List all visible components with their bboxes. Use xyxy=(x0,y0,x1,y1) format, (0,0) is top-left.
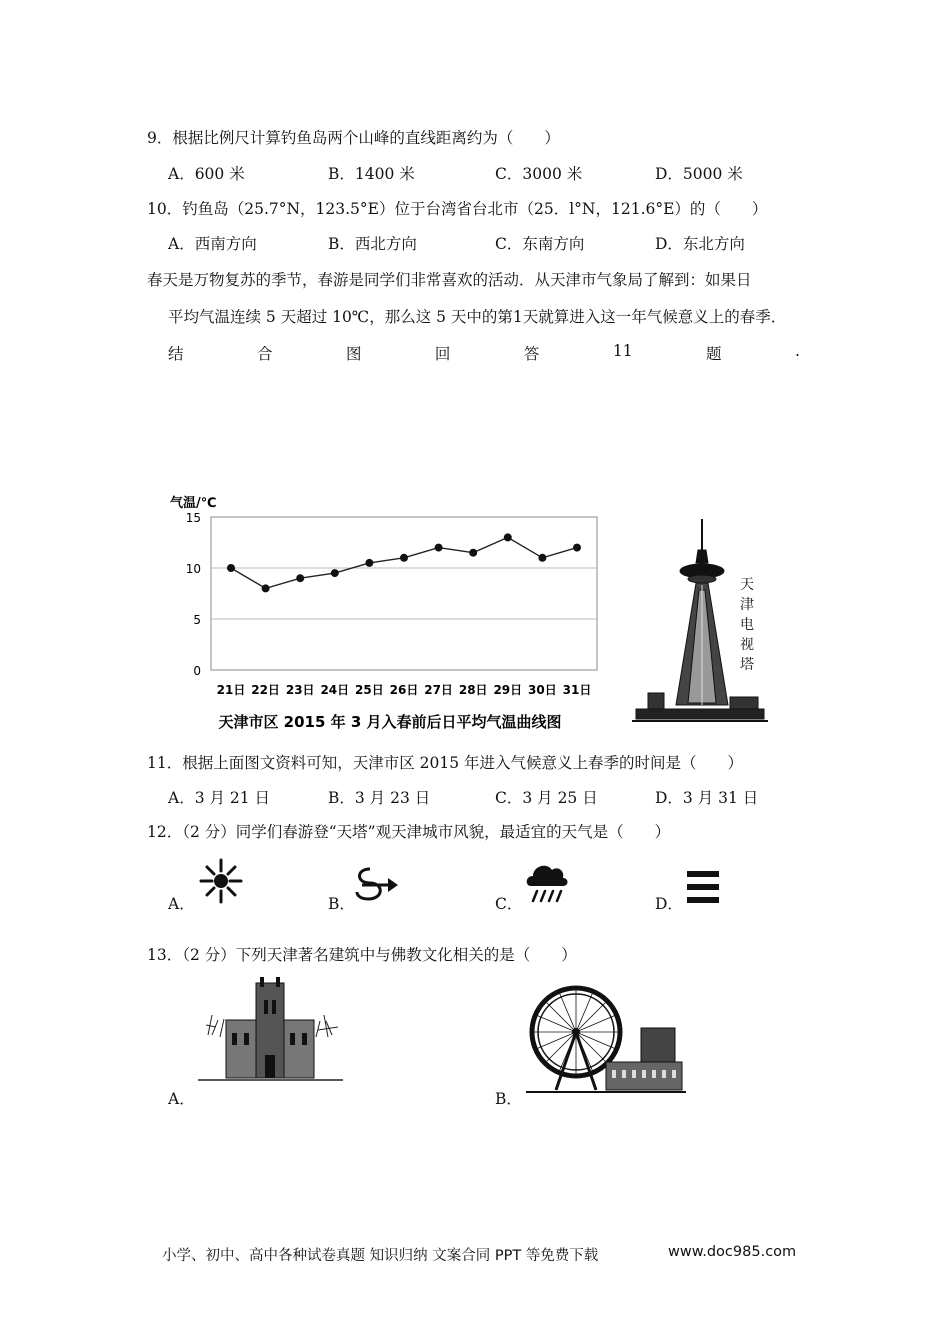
tower-caption-char: 塔 xyxy=(740,657,754,673)
intro-line-3-char: 题 xyxy=(706,345,722,363)
chart-data-point xyxy=(504,533,512,541)
tower-caption-char: 视 xyxy=(740,637,754,653)
wind-icon[interactable] xyxy=(352,865,400,905)
chart-x-tick-label: 26日 xyxy=(389,683,419,697)
intro-line-3-char: 答 xyxy=(523,345,540,363)
ferris-wheel-image[interactable] xyxy=(526,978,686,1096)
intro-line-3 xyxy=(168,342,800,364)
q9-stem: 9．根据比例尺计算钓鱼岛两个山峰的直线距离约为（ ） xyxy=(147,129,560,147)
chart-x-tick-label: 21日 xyxy=(216,683,246,697)
chart-data-point xyxy=(365,559,373,567)
chart-data-point xyxy=(573,544,581,552)
tower-caption-char: 天 xyxy=(740,577,754,593)
chart-data-point xyxy=(296,574,304,582)
intro-line-3-char: 11 xyxy=(612,342,633,360)
q9-option-c[interactable]: C．3000 米 xyxy=(495,165,583,183)
footer-url[interactable]: www.doc985.com xyxy=(668,1244,797,1260)
q10-option-b[interactable]: B．西北方向 xyxy=(328,235,417,253)
church-building-image[interactable] xyxy=(198,975,343,1087)
chart-y-tick-label: 15 xyxy=(185,511,201,525)
intro-line-1: 春天是万物复苏的季节，春游是同学们非常喜欢的活动．从天津市气象局了解到：如果日 xyxy=(147,271,752,289)
q10-stem: 10．钓鱼岛（25.7°N，123.5°E）位于台湾省台北市（25．l°N，121.6°E）的（ ） xyxy=(147,200,768,218)
chart-x-tick-label: 25日 xyxy=(355,683,384,697)
q10-option-a[interactable]: A．西南方向 xyxy=(168,235,257,253)
q11-option-a[interactable]: A．3 月 21 日 xyxy=(168,789,271,807)
chart-data-point xyxy=(538,554,546,562)
intro-line-3-char: . xyxy=(795,342,800,360)
chart-title: 天津市区 2015 年 3 月入春前后日平均气温曲线图 xyxy=(218,713,562,731)
temperature-chart xyxy=(160,485,620,735)
chart-series-line xyxy=(231,537,577,588)
chart-y-tick-label: 5 xyxy=(193,613,201,627)
chart-x-tick-label: 22日 xyxy=(251,683,280,697)
intro-line-2: 平均气温连续 5 天超过 10℃，那么这 5 天中的第1天就算进入这一年气候意义上的春季． xyxy=(168,308,787,326)
tower-caption-char: 津 xyxy=(740,597,754,613)
intro-line-3-char: 结 xyxy=(168,345,184,363)
chart-x-tick-label: 24日 xyxy=(320,683,350,697)
fog-icon[interactable] xyxy=(686,870,720,904)
footer-text: 小学、初中、高中各种试卷真题 知识归纳 文案合同 PPT 等免费下载 xyxy=(162,1248,599,1264)
intro-line-3-char: 回 xyxy=(434,345,451,363)
rain-icon[interactable] xyxy=(525,860,569,906)
chart-data-point xyxy=(469,549,477,557)
intro-line-3-char: 合 xyxy=(256,345,273,363)
chart-x-tick-label: 29日 xyxy=(493,683,523,697)
chart-y-axis-label: 气温/℃ xyxy=(170,496,217,511)
chart-data-point xyxy=(262,584,270,592)
q11-option-d[interactable]: D．3 月 31 日 xyxy=(655,789,759,807)
intro-line-3-char: 图 xyxy=(345,345,362,363)
q13-stem: 13．（2 分）下列天津著名建筑中与佛教文化相关的是（ ） xyxy=(147,946,577,964)
chart-y-tick-label: 0 xyxy=(193,664,201,678)
chart-x-tick-label: 31日 xyxy=(562,683,592,697)
chart-x-tick-label: 23日 xyxy=(285,683,315,697)
q10-option-d[interactable]: D．东北方向 xyxy=(655,235,745,253)
chart-data-point xyxy=(435,544,443,552)
q11-option-c[interactable]: C．3 月 25 日 xyxy=(495,789,598,807)
chart-x-tick-label: 27日 xyxy=(424,683,453,697)
q13-option-b[interactable]: B． xyxy=(495,1090,522,1108)
q9-option-d[interactable]: D．5000 米 xyxy=(655,165,743,183)
q10-option-c[interactable]: C．东南方向 xyxy=(495,235,585,253)
q12-stem: 12．（2 分）同学们春游登“天塔”观天津城市风貌，最适宜的天气是（ ） xyxy=(147,823,671,841)
q9-option-b[interactable]: B．1400 米 xyxy=(328,165,415,183)
q11-stem: 11．根据上面图文资料可知，天津市区 2015 年进入气候意义上春季的时间是（ ） xyxy=(147,754,744,772)
sunny-icon[interactable] xyxy=(198,857,244,905)
tianjin-tv-tower-illustration xyxy=(630,515,770,730)
chart-data-point xyxy=(331,569,339,577)
chart-plot-frame xyxy=(211,517,597,670)
q12-option-a[interactable]: A． xyxy=(168,895,195,913)
q11-option-b[interactable]: B．3 月 23 日 xyxy=(328,789,431,807)
q13-option-a[interactable]: A． xyxy=(168,1090,195,1108)
chart-data-point xyxy=(227,564,235,572)
q9-option-a[interactable]: A．600 米 xyxy=(168,165,245,183)
chart-data-point xyxy=(400,554,408,562)
tower-caption-char: 电 xyxy=(740,617,754,633)
q12-option-d[interactable]: D． xyxy=(655,895,683,913)
q12-option-c[interactable]: C． xyxy=(495,895,523,913)
chart-x-tick-label: 30日 xyxy=(528,683,557,697)
q12-option-b[interactable]: B． xyxy=(328,895,355,913)
chart-x-tick-label: 28日 xyxy=(458,683,488,697)
chart-y-tick-label: 10 xyxy=(185,562,201,576)
